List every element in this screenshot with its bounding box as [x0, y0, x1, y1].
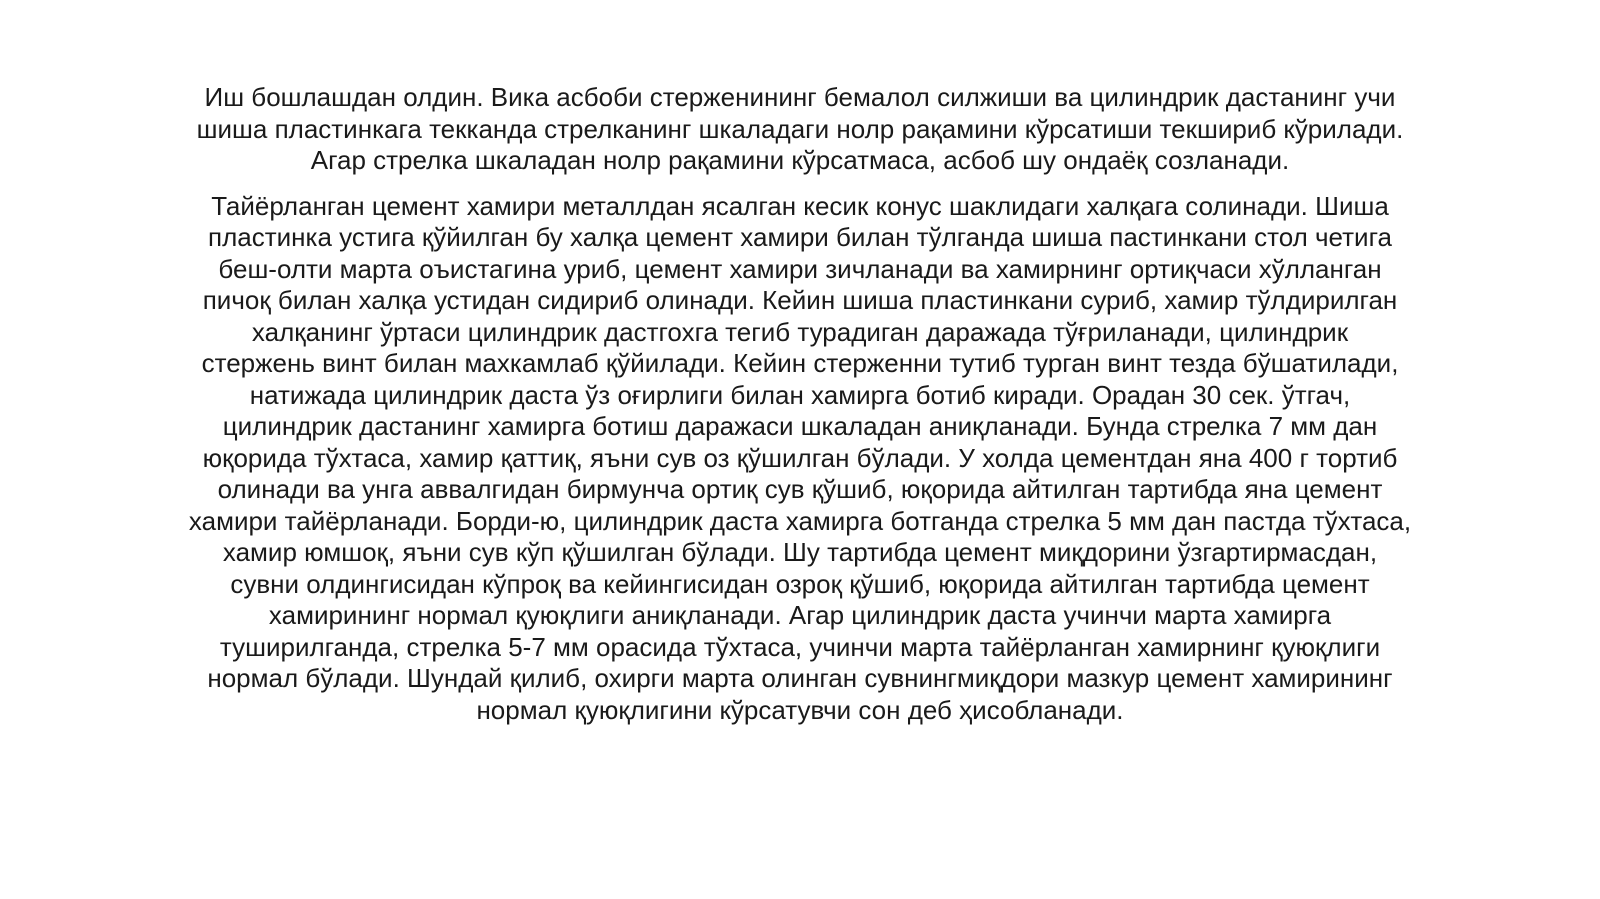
text-line: нормал қуюқлигини кўрсатувчи сон деб ҳисобланади. — [476, 694, 1124, 725]
text-line: Тайёрланган цемент хамири металлдан ясалган кесик конус шаклидаги халқага солинади. Шиша — [211, 190, 1389, 221]
text-line: пластинка устига қўйилган бу халқа цемент хамири билан тўлганда шиша пастинкани стол четига — [208, 222, 1392, 252]
text-line: нормал бўлади. Шундай қилиб, охирги марта олинган сувнингмиқдори мазкур цемент хамирининг — [207, 663, 1393, 693]
text-line: туширилганда, стрелка 5-7 мм орасида тўхтаса, учинчи марта тайёрланган хамирнинг қуюқлиги — [219, 631, 1381, 662]
text-line: юқорида тўхтаса, хамир қаттиқ, яъни сув оз қўшилган бўлади. У холда цементдан яна 400 г тортиб — [202, 442, 1398, 473]
text-line: Иш бошлашдан олдин. Вика асбоби стерженининг бемалол силжиши ва цилиндрик дастанинг учи — [204, 82, 1396, 112]
text-line: олинади ва унга аввалгидан бирмунча ортиқ сув қўшиб, юқорида айтилган тартибда яна цемент — [217, 474, 1383, 504]
text-line: сувни олдингисидан кўпроқ ва кейингисидан озроқ қўшиб, юқорида айтилган тартибда цемент — [230, 568, 1370, 599]
text-line: хамир юмшоқ, яъни сув кўп қўшилган бўлади. Шу тартибда цемент миқдорини ўзгартирмасдан, — [222, 537, 1378, 567]
text-line: Агар стрелка шкаладан нолр рақамини кўрсатмаса, асбоб шу ондаёқ созланади. — [310, 145, 1290, 175]
text-line: хамирининг нормал қуюқлиги аниқланади. Агар цилиндрик даста учинчи марта хамирга — [268, 600, 1332, 630]
text-line: цилиндрик дастанинг хамирга ботиш даражаси шкаладан аниқланади. Бунда стрелка 7 мм дан — [222, 411, 1378, 441]
text-line: беш-олти марта оъистагина уриб, цемент хамири зичланади ва хамирнинг ортиқчаси хўлланган — [218, 253, 1382, 284]
paragraph-intro — [70, 82, 1530, 177]
paragraph-procedure — [70, 191, 1530, 727]
text-line: хамири тайёрланади. Борди-ю, цилиндрик даста хамирга ботганда стрелка 5 мм дан пастда тўхтаса, — [188, 505, 1412, 536]
text-line: шиша пластинкага текканда стрелканинг шкаладаги нолр рақамини кўрсатиши текшириб кўрилади. — [196, 113, 1404, 144]
text-line: стержень винт билан махкамлаб қўйилади. Кейин стерженни тутиб турган винт тезда бўшатилади, — [201, 348, 1399, 378]
body-text — [70, 82, 1530, 726]
text-line: пичоқ билан халқа устидан сидириб олинади. Кейин шиша пластинкани суриб, хамир тўлдирилган — [202, 285, 1398, 315]
text-line: натижада цилиндрик даста ўз оғирлиги билан хамирга ботиб киради. Орадан 30 сек. ўтгач, — [249, 379, 1351, 410]
text-line: халқанинг ўртаси цилиндрик дастгохга тегиб турадиган даражада тўғриланади, цилиндрик — [251, 316, 1349, 347]
